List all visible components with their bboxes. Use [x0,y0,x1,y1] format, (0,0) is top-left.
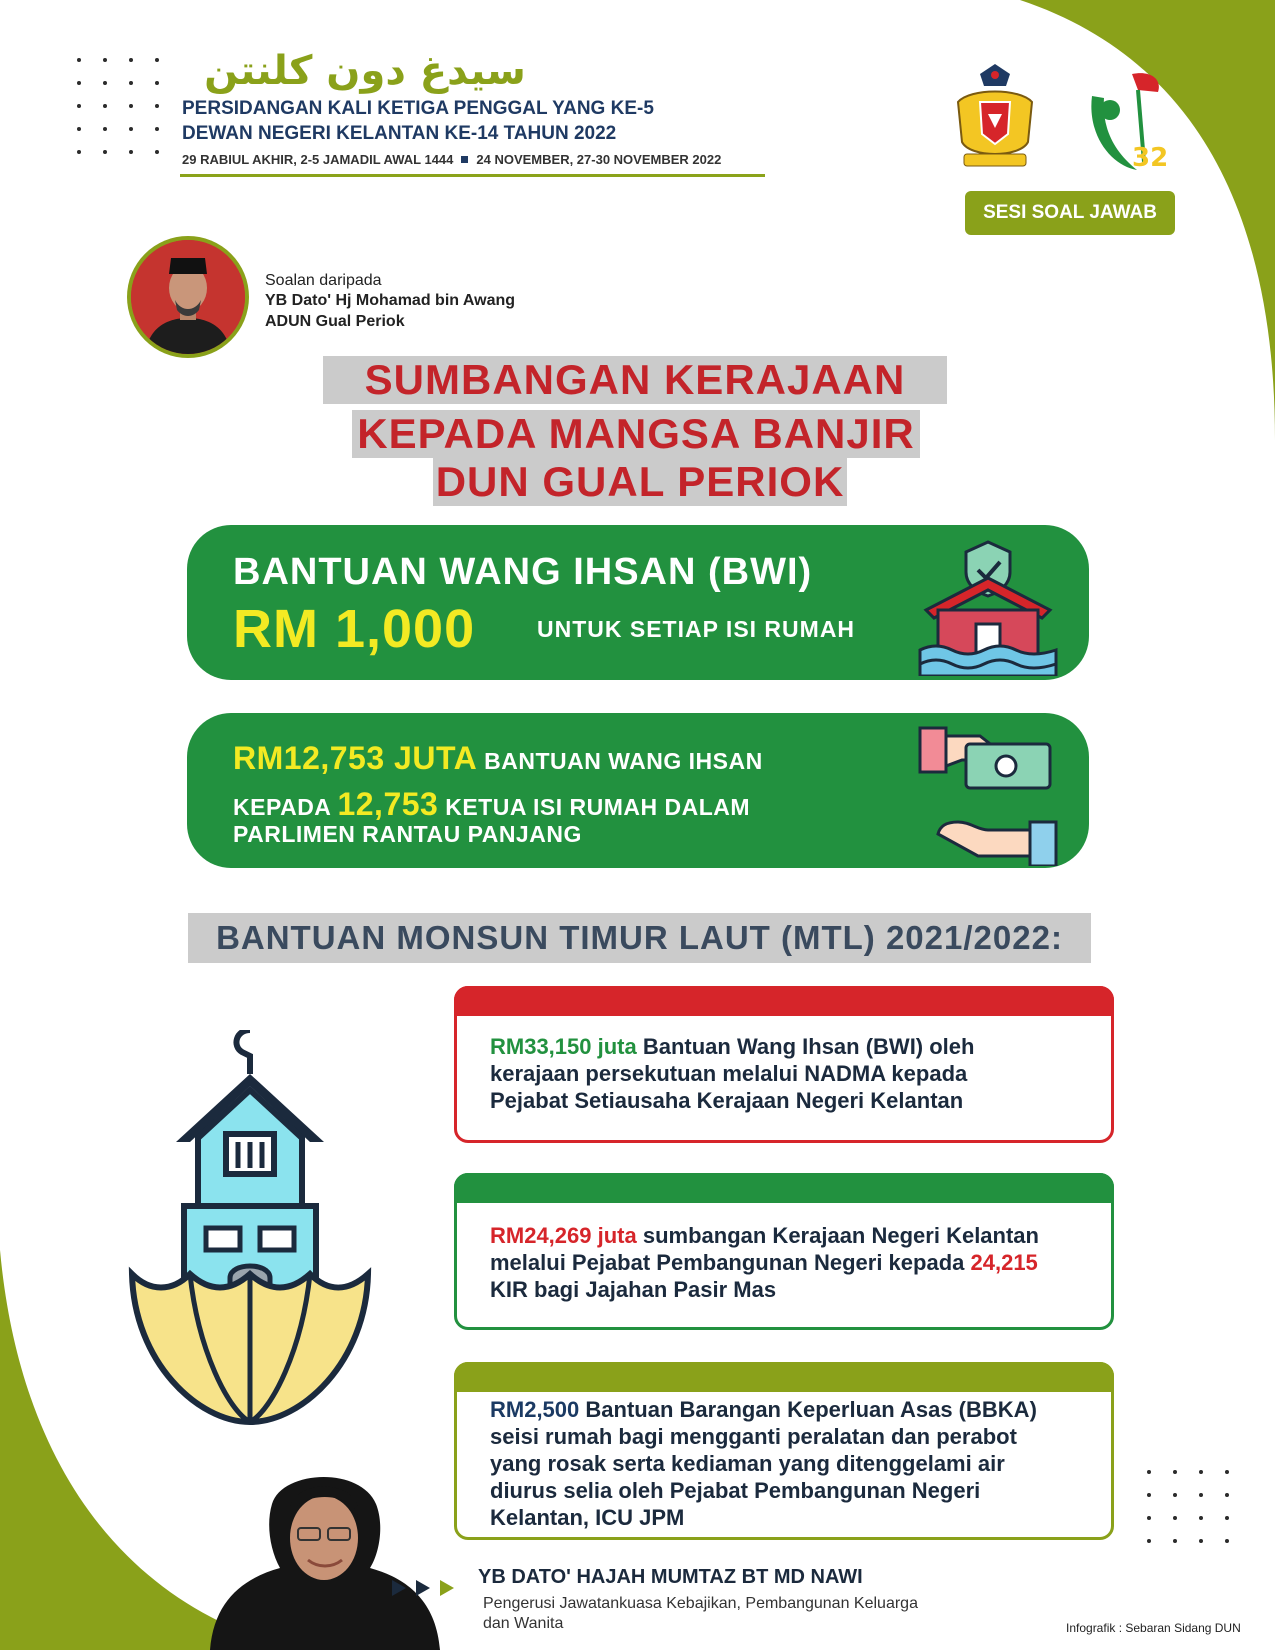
bbka-text-5: Kelantan, ICU JPM [490,1505,685,1530]
bwi-total-count: 12,753 [337,786,439,822]
respondent-role-line-1: Pengerusi Jawatankuasa Kebajikan, Pembangunan Keluarga [483,1595,918,1612]
sesi-soal-jawab-badge: SESI SOAL JAWAB [965,191,1175,235]
bwi-amount: RM 1,000 [233,599,476,659]
title-line-1: SUMBANGAN KERAJAAN [323,356,947,404]
svg-text:32: 32 [1132,143,1169,173]
state-text-1: sumbangan Kerajaan Negeri Kelantan [642,1223,1039,1248]
bbka-text-2: seisi rumah bagi mengganti peralatan dan perabot [490,1424,1017,1449]
bwi-total-text-2: KETUA ISI RUMAH DALAM [445,794,751,820]
state-crest-icon [950,62,1040,172]
bwi-total-prefix: KEPADA [233,794,331,820]
umbrella-house-icon [128,1030,428,1450]
state-count: 24,215 [970,1250,1038,1275]
questioner-role: ADUN Gual Periok [265,313,405,330]
bwi-total-text-3: PARLIMEN RANTAU PANJANG [233,821,582,847]
question-from-label: Soalan daripada [265,272,382,289]
nadma-text-1: Bantuan Wang Ihsan (BWI) oleh [642,1034,975,1059]
nadma-text-3: Pejabat Setiausaha Kerajaan Negeri Kelantan [490,1088,964,1113]
state-text-3: KIR bagi Jajahan Pasir Mas [490,1277,777,1302]
title-line-2: KEPADA MANGSA BANJIR [352,410,920,458]
money-exchange-icon [918,726,1058,866]
mtl-heading: BANTUAN MONSUN TIMUR LAUT (MTL) 2021/2022: [188,913,1091,963]
party-logo-icon [1082,66,1172,176]
bwi-total-row-1 [233,740,763,777]
nadma-amount: RM33,150 juta [490,1034,637,1059]
box-header-bar [454,1362,1114,1392]
state-text-2: melalui Pejabat Pembangunan Negeri kepada [490,1250,965,1275]
respondent-portrait [210,1460,440,1650]
mtl-box-bbka-text [490,1396,1037,1531]
svg-text:سيدغ دون كلنتن: سيدغ دون كلنتن [204,48,526,94]
bwi-total-text-1: BANTUAN WANG IHSAN [484,748,763,774]
title-line-3: DUN GUAL PERIOK [433,458,847,506]
dot-grid-bottom [1147,1470,1229,1543]
questioner-portrait [131,240,245,354]
dates-hijri: 29 RABIUL AKHIR, 2-5 JAMADIL AWAL 1444 [182,152,454,167]
flood-house-icon [918,538,1058,676]
respondent-name: YB DATO' HAJAH MUMTAZ BT MD NAWI [478,1566,863,1588]
nadma-text-2: kerajaan persekutuan melalui NADMA kepada [490,1061,968,1086]
header-line-2: DEWAN NEGERI KELANTAN KE-14 TAHUN 2022 [182,123,617,144]
mtl-box-state-text [490,1222,1039,1303]
bwi-total-row-2 [233,786,750,823]
bbka-amount: RM2,500 [490,1397,580,1422]
bwi-total-amount: RM12,753 JUTA [233,740,478,776]
bbka-text-3: yang rosak serta kediaman yang ditenggelami air [490,1451,1005,1476]
questioner-avatar [127,236,249,358]
box-header-bar [454,1173,1114,1203]
header-dates [182,152,721,167]
square-separator-icon [461,156,468,163]
questioner-name: YB Dato' Hj Mohamad bin Awang [265,292,516,309]
bwi-subtext: UNTUK SETIAP ISI RUMAH [537,616,856,642]
dates-masihi: 24 NOVEMBER, 27-30 NOVEMBER 2022 [476,152,722,167]
jawi-title [190,40,540,100]
box-header-bar [454,986,1114,1016]
bbka-text-1: Bantuan Barangan Keperluan Asas (BBKA) [585,1397,1037,1422]
mtl-box-nadma-text [490,1033,974,1114]
header-line-1: PERSIDANGAN KALI KETIGA PENGGAL YANG KE-5 [182,98,654,119]
state-amount: RM24,269 juta [490,1223,637,1248]
bbka-text-4: diurus selia oleh Pejabat Pembangunan Negeri [490,1478,981,1503]
respondent-role-line-2: dan Wanita [483,1615,564,1632]
bwi-heading: BANTUAN WANG IHSAN (BWI) [233,551,813,593]
dot-grid-top [77,58,159,154]
arrow-pointer-icon [392,1578,462,1598]
header-divider [180,174,765,177]
infographic-credit: Infografik : Sebaran Sidang DUN [1066,1621,1241,1635]
